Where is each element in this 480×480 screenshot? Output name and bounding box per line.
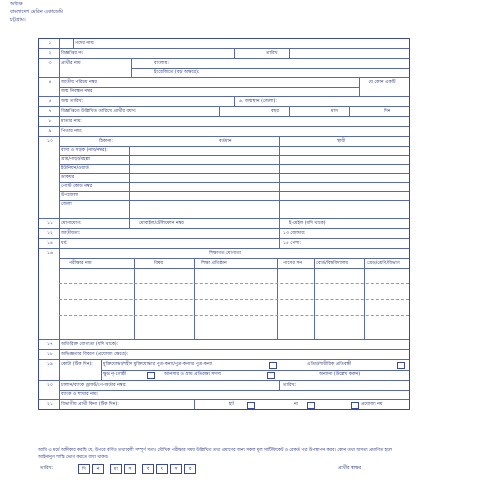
row-father-name: ৯ পিতার নাম:	[39, 127, 409, 137]
departmental-na-checkbox[interactable]	[351, 402, 359, 409]
row-departmental: ২১ বিভাগীয় প্রার্থী কিনা (টিক দিন): হ্যাঁ না প্রযোজ্য নয়	[47, 402, 383, 407]
mother-name-label: মাতার নাম:	[61, 119, 82, 124]
profession-label: ১৫ পেশা:	[283, 241, 302, 246]
edu-col-board: বোর্ড/বিশ্ববিদ্যালয়	[316, 261, 349, 266]
extra-qualification-label: অতিরিক্ত যোগ্যতা (যদি থাকে):	[61, 342, 119, 347]
quota-ansar-vdp: আনসার ও গ্রাম প্রতিরক্ষা সদস্য	[164, 372, 222, 377]
address-field-postoffice: ডাকঘর	[61, 175, 75, 180]
departmental-na: প্রযোজ্য নয়	[361, 402, 383, 407]
quota-ethnic-checkbox[interactable]	[147, 372, 155, 379]
date-box[interactable]: ব	[142, 464, 154, 474]
edu-col-institution: শিক্ষা প্রতিষ্ঠান	[201, 261, 227, 266]
departmental-no: না	[294, 402, 299, 407]
education-title: শিক্ষাগত যোগ্যতা	[209, 251, 241, 256]
dob-label: জন্ম তারিখ:	[61, 99, 84, 104]
signature-date-row	[38, 464, 408, 474]
nationality-label: জাতীয়তা:	[61, 231, 81, 236]
notice-no-label: বিজ্ঞপ্তির নং	[61, 51, 84, 56]
quota-freedom-fighter-checkbox[interactable]	[269, 362, 277, 369]
applicant-signature-label: প্রার্থীর স্বাক্ষর	[338, 466, 362, 471]
address-fields	[59, 146, 409, 218]
footer-date-label: তারিখ:	[40, 466, 54, 471]
quota-ethnic-minority: ক্ষুদ্র নৃ-গোষ্ঠী	[103, 372, 127, 377]
departmental-yes: হ্যাঁ	[229, 402, 235, 407]
row-payment: ২০ চালান/ব্যাংক ড্রাফট/পে-অর্ডার নম্বর: তারিখ: ব্যাংক ও শাখার নাম:	[39, 381, 409, 400]
payment-order-label: চালান/ব্যাংক ড্রাফট/পে-অর্ডার নম্বর:	[61, 383, 127, 388]
edu-col-exam: পরীক্ষার নাম	[69, 261, 92, 266]
date-box[interactable]: স	[170, 464, 182, 474]
date-box[interactable]: দি	[78, 464, 90, 474]
letter-header	[10, 0, 63, 24]
age-label: বিজ্ঞপ্তিতে উল্লিখিত তারিখে প্রার্থীর বয়স:	[61, 109, 137, 114]
declaration-text: আমি এ মর্মে অঙ্গীকার করছি যে, উপরে বর্ণিত তথ্যাবলী সম্পূর্ণ সত্য। মৌখিক পরীক্ষার সময় উল্লিখিত তথ্য প্রমাণের জন্য সকল মূল সার্টিফিকেট ও রেকর্ড পত্র উপস্থাপন করব। কোন তথ্য অসত্য প্রমাণিত হলে আইনানুগ শাস্তি ভোগ করতে বাধ্য থাকব।	[38, 448, 392, 460]
edu-col-subject: বিষয়	[154, 261, 164, 266]
row-age: ৭ বিজ্ঞপ্তিতে উল্লিখিত তারিখে প্রার্থীর বয়স: বছর মাস দিন	[39, 107, 409, 117]
age-month-label: মাস	[331, 109, 338, 114]
edu-col-grade: গ্রেড/শ্রেণি/বিভাগ	[367, 261, 400, 266]
address-label: ঠিকানা:	[99, 139, 113, 144]
post-name-label: পদের নাম:	[75, 41, 95, 46]
experience-label: অভিজ্ঞতার বিবরণ (প্রযোজ্য ক্ষেত্রে):	[61, 352, 129, 357]
departmental-label: বিভাগীয় প্রার্থী কিনা (টিক দিন):	[61, 402, 119, 407]
applicant-name-label: প্রার্থীর নাম	[61, 61, 81, 66]
quota-freedom-fighter: মুক্তিযোদ্ধা/শহীদ মুক্তিযোদ্ধার পুত্র-কন্যা/পুত্র-কন্যার পুত্র-কন্যা	[103, 362, 213, 367]
quota-orphan-disabled: এতিম/শারীরিক প্রতিবন্ধী	[307, 362, 352, 367]
address-field-village: গ্রাম/পাড়া/মহল্লা	[61, 157, 91, 162]
name-bangla-label: বাংলায়:	[154, 61, 169, 66]
age-day-label: দিন	[384, 109, 391, 114]
age-year-label: বছর	[271, 109, 279, 114]
address-permanent-header: স্থায়ী	[337, 139, 346, 144]
row-religion: ১৪ ধর্ম: ১৫ পেশা:	[39, 239, 409, 249]
date-box[interactable]: র	[184, 464, 196, 474]
address-field-union: ইউনিয়ন/ওয়ার্ড	[61, 166, 89, 171]
row-post-name: ১ পদের নাম:	[39, 39, 409, 49]
quota-orphan-checkbox[interactable]	[397, 362, 405, 369]
address-field-house: বাসা ও সড়ক (নাম/নম্বর):	[61, 148, 108, 153]
header-line-2: বাংলাদেশ মেরিন একাডেমি	[10, 9, 63, 15]
address-field-district: জেলা	[61, 202, 72, 207]
date-box[interactable]: মা	[110, 464, 122, 474]
quota-ansar-checkbox[interactable]	[267, 372, 275, 379]
birthplace-label: ৬. জন্মস্থান (জেলা):	[239, 99, 277, 104]
row-quota: ১৯ কোটা (টিক দিন): মুক্তিযোদ্ধা/শহীদ মুক্তিযোদ্ধার পুত্র-কন্যা/পুত্র-কন্যার পুত্র-কন্যা এতিম/শারীরিক প্রতিবন্ধী ক্ষুদ্র নৃ-গোষ্ঠী আনসার ও গ্রাম প্রতিরক্ষা সদস্য অন্যান্য (উল্লেখ করুন)	[39, 360, 409, 381]
email-label: ই-মেইল (যদি থাকে)	[289, 221, 326, 226]
row-education: ১৬ শিক্ষাগত যোগ্যতা পরীক্ষার নাম বিষয় শিক্ষা প্রতিষ্ঠান পাসের সন বোর্ড/বিশ্ববিদ্যালয় গ্রেড/শ্রেণি/বিভাগ	[39, 249, 409, 340]
row-address: ১০ ঠিকানা: বর্তমান স্থায়ী বাসা ও সড়ক (নাম/নম্বর): গ্রাম/পাড়া/মহল্লা ইউনিয়ন/ওয়ার্ড ডাকঘর পোস্ট কোড নম্বর উপজেলা জেলা	[39, 137, 409, 219]
departmental-no-checkbox[interactable]	[307, 402, 315, 409]
nid-label: জাতীয় পরিচয় নম্বর	[61, 80, 97, 85]
notice-date-label: তারিখ	[266, 51, 278, 56]
address-field-upazila: উপজেলা	[61, 193, 79, 198]
date-box[interactable]: ন	[92, 464, 104, 474]
contact-label: যোগাযোগ:	[61, 221, 82, 226]
application-form-table	[38, 38, 410, 410]
quota-others: অন্যান্য (উল্লেখ করুন)	[319, 372, 361, 377]
birth-reg-label: জন্ম নিবন্ধন নম্বর	[61, 89, 93, 94]
row-dob: ৫ জন্ম তারিখ: ৬. জন্মস্থান (জেলা):	[39, 97, 409, 107]
mobile-label: মোবাইল/টেলিফোন নম্বর	[139, 221, 184, 226]
address-field-postcode: পোস্ট কোড নম্বর	[61, 184, 93, 189]
father-name-label: পিতার নাম:	[61, 129, 83, 134]
header-line-1: অধ্যক্ষ	[10, 1, 23, 7]
header-line-3: চট্টগ্রাম।	[10, 17, 26, 23]
date-box[interactable]: স	[124, 464, 136, 474]
gender-label: ১৩ জেন্ডার:	[283, 231, 306, 236]
quota-label: কোটা (টিক দিন):	[61, 362, 93, 367]
address-present-header: বর্তমান	[219, 139, 232, 144]
row-experience: ১৮ অভিজ্ঞতার বিবরণ (প্রযোজ্য ক্ষেত্রে):	[39, 350, 409, 360]
education-table	[59, 258, 409, 340]
row-contact: ১১ যোগাযোগ: মোবাইল/টেলিফোন নম্বর ই-মেইল (যদি থাকে)	[39, 219, 409, 229]
edu-col-year: পাসের সন	[283, 261, 303, 266]
religion-label: ধর্ম:	[61, 241, 68, 246]
date-box[interactable]: ৎ	[156, 464, 168, 474]
row-id-number: ৪ জাতীয় পরিচয় নম্বর জন্ম নিবন্ধন নম্বর যে কোন একটি	[39, 78, 409, 97]
row-applicant-name: ৩ প্রার্থীর নাম বাংলায়: ইংরেজিতে (বড় অক্ষরে):	[39, 59, 409, 78]
either-one-note: যে কোন একটি	[368, 80, 396, 85]
payment-date-label: তারিখ:	[283, 383, 297, 388]
row-nationality: ১২ জাতীয়তা: ১৩ জেন্ডার:	[39, 229, 409, 239]
name-english-label: ইংরেজিতে (বড় অক্ষরে):	[154, 70, 200, 75]
bank-branch-label: ব্যাংক ও শাখার নাম:	[61, 392, 99, 397]
row-notice: ২ বিজ্ঞপ্তির নং তারিখ	[39, 49, 409, 59]
row-extra-qualification: ১৭ অতিরিক্ত যোগ্যতা (যদি থাকে):	[39, 340, 409, 350]
departmental-yes-checkbox[interactable]	[247, 402, 255, 409]
row-mother-name: ৮ মাতার নাম:	[39, 117, 409, 127]
